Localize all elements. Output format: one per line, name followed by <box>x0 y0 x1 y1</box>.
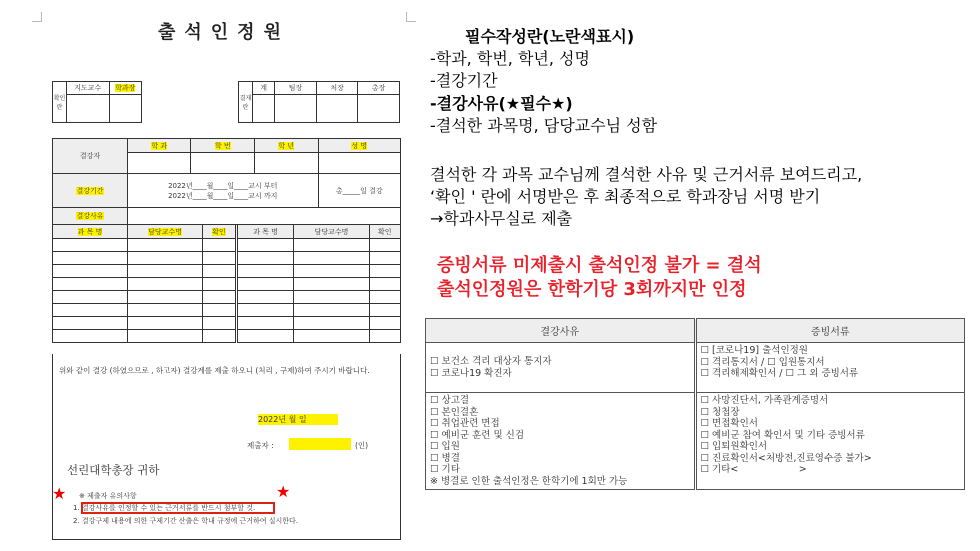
item: -결강사유(★필수★) <box>430 94 573 113</box>
approval-box: 결재란 계 팀장 처장 총장 <box>238 81 400 123</box>
item: -학과, 학번, 학년, 성명 <box>430 49 590 68</box>
heading: 필수작성란(노란색표시) <box>465 27 635 46</box>
dept-head-label: 학과장 <box>115 84 136 92</box>
main-form-table: 결강자 학 과 학 번 학 년 성 명 결강기간 2022년____월____일____교시 부터 2022년____월____일____교시 까지 총_____일 결강 결강사유 <box>52 138 401 225</box>
seal-label: (인) <box>355 441 369 450</box>
star-icon: ★ <box>276 482 291 501</box>
subject-table: 과 목 명 담당교수명 확인 과 목 명 담당교수명 확인 <box>52 224 401 343</box>
statement-text: 위와 같이 결강 (하였으므로 , 하고자) 결강계를 제출 하오니 (처리 , 구제)하여 주시기 바랍니다. <box>59 366 370 375</box>
advisor-label: 지도교수 <box>67 82 110 95</box>
submitter-label: 제출자 : <box>247 441 274 450</box>
form-title: 출석인정원 <box>158 22 290 43</box>
warning: 증빙서류 미제출시 출석인정 불가 = 결석 <box>437 255 762 276</box>
warning: 출석인정원은 한학기당 3회까지만 인정 <box>437 279 747 300</box>
note-2: 2. 결강구제 내용에 의한 구제기간 산출은 학내 규정에 근거하여 실시한다. <box>73 517 299 525</box>
paragraph: 결석한 각 과목 교수님께 결석한 사유 및 근거서류 보여드리고, <box>430 165 863 184</box>
statement-box: 위와 같이 결강 (하였으므로 , 하고자) 결강계를 제출 하오니 (처리 , 구제)하여 주시기 바랍니다. 2022년 월 일 제출자 : (인) 선린대학총장 귀하 ※ 제출자 유의사항 1. 결강사유를 인정할 수 있는 근거서류를 반드시 첨부할 것. 2. 결강구제 내용에 의한 구제기간 산출은 학내 규정에 근거하여 실시한다. <box>52 354 401 540</box>
confirm-box <box>52 81 142 123</box>
confirm-label: 확인란 <box>53 82 67 123</box>
attendance-form-image <box>40 0 408 551</box>
item: -결석한 과목명, 담당교수님 성함 <box>430 116 658 135</box>
date-line: 2022년 월 일 <box>258 414 338 425</box>
recipient: 선린대학총장 귀하 <box>67 463 160 477</box>
paragraph: →학과사무실로 제출 <box>430 209 573 228</box>
item: -결강기간 <box>430 71 498 90</box>
note-1: 1. 결강사유를 인정할 수 있는 근거서류를 반드시 첨부할 것. <box>73 504 256 512</box>
reason-document-table: 결강사유 증빙서류 ☐ 보건소 격리 대상자 통지자 ☐ 코로나19 확진자 ☐ [코로나19] 출석인정원 ☐ 격리통지서 / ☐ 입원통지서 ☐ 격리해제확인서 / ☐ 그 외 증빙서류 ☐ 상고결 ☐ 본인결혼 ☐ 취업관련 면접 ☐ 예비군 훈련 및 신검 ☐ 입원 ☐ 병결 ☐ 기타 ※ 병결로 인한 출석인정은 한학기에 1회만 가능 ☐ 사망진단서, 가족관계증명서 ☐ 청첩장 ☐ 면접확인서 ☐ 예비군 참여 확인서 및 기타 증빙서류 ☐ 입퇴원확인서 ☐ 진료확인서<처방전,진료영수증 불가> ☐ 기타< > <box>425 318 965 490</box>
star-icon: ★ <box>52 484 67 503</box>
paragraph: ‘확인 ' 란에 서명받은 후 최종적으로 학과장님 서명 받기 <box>430 187 821 206</box>
highlight-box <box>81 502 275 514</box>
